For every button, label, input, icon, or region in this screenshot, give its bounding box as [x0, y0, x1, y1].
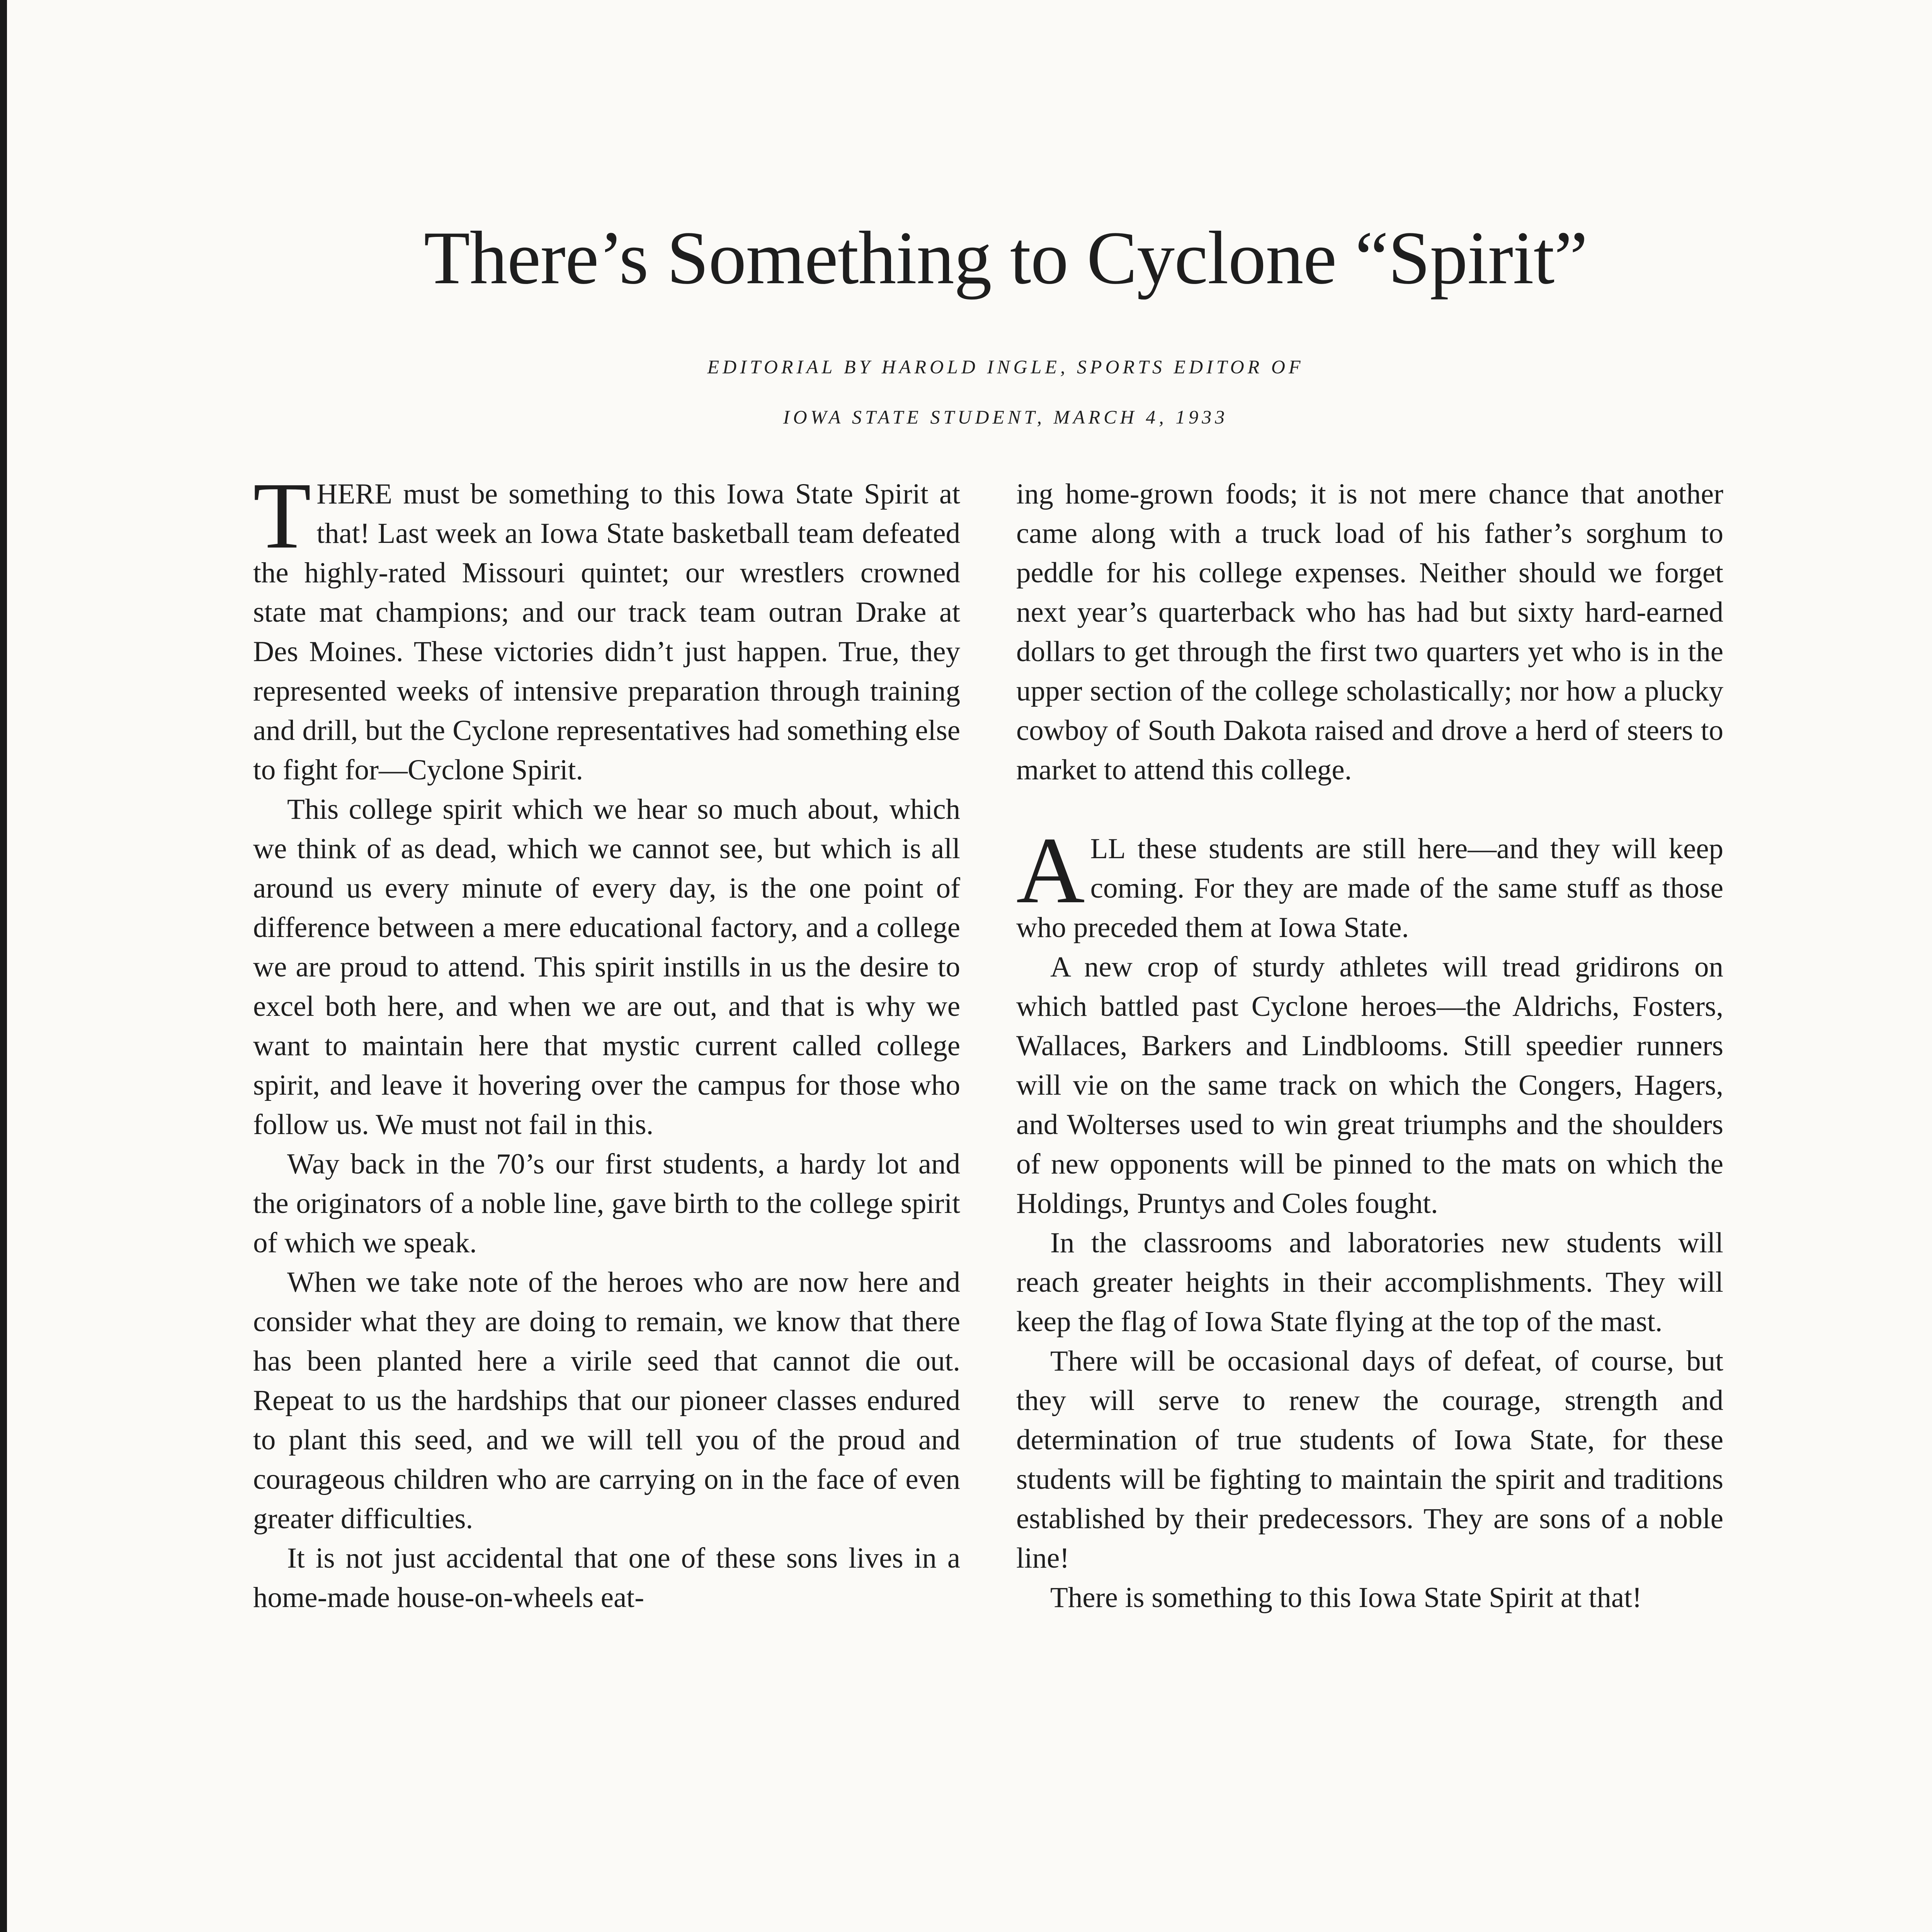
paragraph-text: must be something to this Iowa State Spirit at that! Last week an Iowa State basketball team defeated the highly-rated Missouri quintet; our wrestlers crowned state mat champions; and our track team outran Drake at Des Moines. These victories didn’t just happen. True, they represented weeks of intensive preparation through training and drill, but the Cyclone representatives had something else to fight for—Cyclone Spirit. — [253, 478, 960, 786]
lead-in: LL — [1090, 833, 1126, 865]
byline-line-1: EDITORIAL BY HAROLD INGLE, SPORTS EDITOR OF — [707, 356, 1304, 378]
paragraph: A new crop of sturdy athletes will tread gridirons on which battled past Cyclone heroes—the Aldrichs, Fosters, Wallaces, Barkers and Lindblooms. Still speedier runners will vie on the same track on which the Congers, Hagers, and Wolterses used to win great triumphs and the shoulders of new opponents will be pinned to the mats on which the Holdings, Pruntys and Coles fought. — [1016, 951, 1723, 1219]
lead-in: HERE — [316, 478, 393, 510]
paragraph: Way back in the 70’s our first students, a hardy lot and the originators of a noble line, gave birth to the college spirit of which we speak. — [253, 1148, 960, 1259]
drop-cap: T — [253, 463, 311, 568]
paragraph — [1016, 818, 1723, 947]
byline-line-2: IOWA STATE STUDENT, MARCH 4, 1933 — [783, 406, 1228, 428]
paragraph — [253, 463, 960, 790]
paragraph: In the classrooms and laboratories new students will reach greater heights in their accomplishments. They will keep the flag of Iowa State flying at the top of the mast. — [1016, 1227, 1723, 1338]
paragraph: ing home-grown foods; it is not mere chance that another came along with a truck load of his father’s sorghum to peddle for his college expenses. Neither should we forget next year’s quarterback who has had but sixty hard-earned dollars to get through the first two quarters yet who is in the upper section of the college scholastically; nor how a plucky cowboy of South Dakota raised and drove a herd of steers to market to attend this college. — [1016, 478, 1723, 786]
paragraph: When we take note of the heroes who are now here and consider what they are doing to remain, we know that there has been planted here a virile seed that cannot die out. Repeat to us the hardships that our pioneer classes endured to plant this seed, and we will tell you of the proud and courageous children who are carrying on in the face of even greater difficulties. — [253, 1266, 960, 1535]
paragraph: This college spirit which we hear so much about, which we think of as dead, which we cannot see, but which is all around us every minute of every day, is the one point of difference between a mere educational factory, and a college we are proud to attend. This spirit instills in us the desire to excel both here, and when we are out, and that is why we want to maintain here that mystic current called college spirit, and leave it hovering over the campus for those who follow us. We must not fail in this. — [253, 793, 960, 1141]
drop-cap: A — [1016, 818, 1085, 923]
paragraph-text: these students are still here—and they will keep coming. For they are made of the same stuff as those who preceded them at Iowa State. — [1016, 833, 1723, 944]
article-right-column — [1016, 474, 1723, 1617]
paragraph: There is something to this Iowa State Spirit at that! — [1050, 1582, 1642, 1614]
article-left-column — [253, 463, 960, 1617]
paragraph: It is not just accidental that one of these sons lives in a home-made house-on-wheels eat- — [253, 1542, 960, 1614]
article-title: There’s Something to Cyclone “Spirit” — [423, 216, 1588, 300]
paragraph: There will be occasional days of defeat, of course, but they will serve to renew the courage, strength and determination of true students of Iowa State, for these students will be fighting to maintain the spirit and traditions established by their predecessors. They are sons of a noble line! — [1016, 1345, 1723, 1574]
